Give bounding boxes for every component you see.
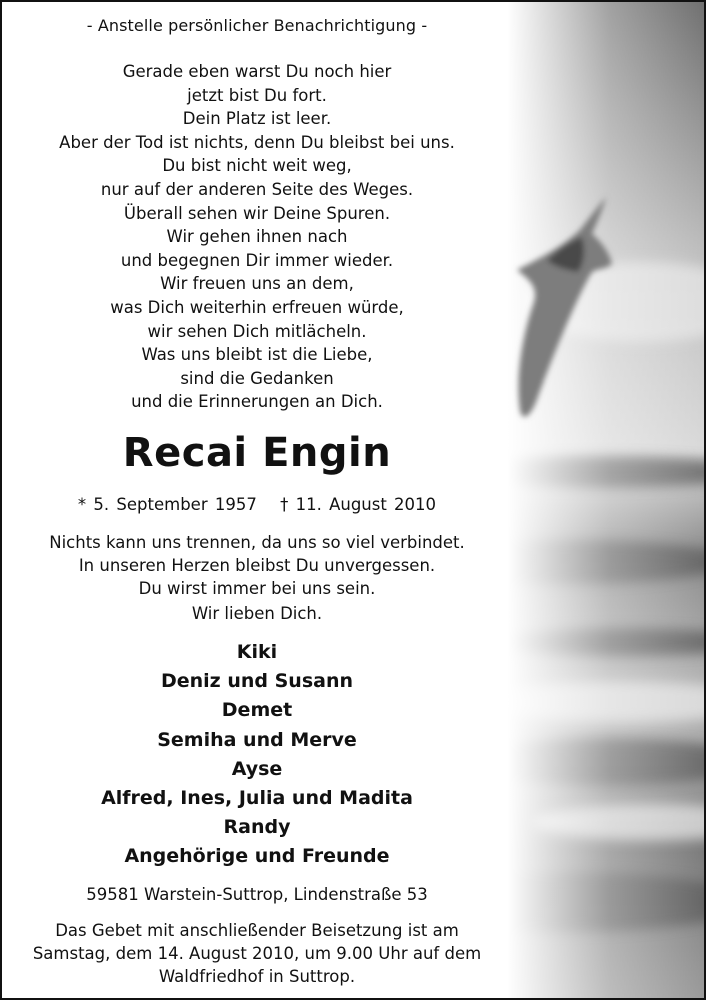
birth-date: * 5. September 1957 — [77, 495, 257, 514]
poem-line: nur auf der anderen Seite des Weges. — [100, 179, 414, 199]
poem-line: und die Erinnerungen an Dich. — [131, 392, 383, 412]
mourner-name: Angehörige und Freunde — [124, 845, 390, 868]
poem — [2, 60, 512, 414]
poem-line: jetzt bist Du fort. — [187, 85, 327, 105]
funeral-line: Samstag, dem 14. August 2010, um 9.00 Uhr auf dem — [32, 943, 482, 963]
deceased-name: Recai Engin — [122, 430, 392, 476]
funeral-line: Das Gebet mit anschließender Beisetzung ist am — [55, 921, 459, 940]
mourners-list — [2, 638, 512, 872]
poem-line: Dein Platz ist leer. — [182, 109, 332, 129]
poem-line: Wir gehen ihnen nach — [166, 227, 348, 247]
mourner-name: Randy — [223, 816, 291, 839]
mourner-name: Kiki — [236, 641, 278, 663]
poem-line: und begegnen Dir immer wieder. — [120, 250, 394, 270]
notice-header: - Anstelle persönlicher Benachrichtigung - — [86, 16, 428, 35]
mourner-name: Alfred, Ines, Julia und Madita — [101, 787, 413, 810]
mourner-name: Ayse — [231, 757, 283, 780]
mourner-name: Semiha und Merve — [157, 728, 357, 751]
poem-line: Wir freuen uns an dem, — [160, 274, 354, 294]
poem-line: Du bist nicht weit weg, — [162, 156, 352, 176]
death-date: † 11. August 2010 — [280, 495, 437, 514]
life-dates — [2, 495, 512, 514]
poem-line: was Dich weiterhin erfreuen würde, — [110, 297, 404, 317]
farewell-text — [2, 532, 512, 600]
farewell-line: Du wirst immer bei uns sein. — [138, 578, 376, 598]
poem-line: wir sehen Dich mitlächeln. — [147, 321, 367, 341]
poem-line: Was uns bleibt ist die Liebe, — [141, 345, 373, 365]
funeral-info — [2, 920, 512, 988]
poem-line: Gerade eben warst Du noch hier — [122, 62, 392, 81]
poem-line: Überall sehen wir Deine Spuren. — [123, 203, 391, 223]
mourner-name: Demet — [221, 699, 293, 722]
poem-line: Aber der Tod ist nichts, denn Du bleibst bei uns. — [59, 132, 455, 152]
address: 59581 Warstein-Suttrop, Lindenstraße 53 — [86, 885, 428, 904]
poem-line: sind die Gedanken — [180, 368, 334, 388]
love-line: Wir lieben Dich. — [191, 604, 323, 623]
farewell-line: In unseren Herzen bleibst Du unvergessen. — [78, 555, 436, 575]
mourner-name: Deniz und Susann — [160, 670, 354, 693]
funeral-line: Waldfriedhof in Suttrop. — [158, 966, 356, 986]
farewell-line: Nichts kann uns trennen, da uns so viel verbindet. — [49, 533, 465, 552]
